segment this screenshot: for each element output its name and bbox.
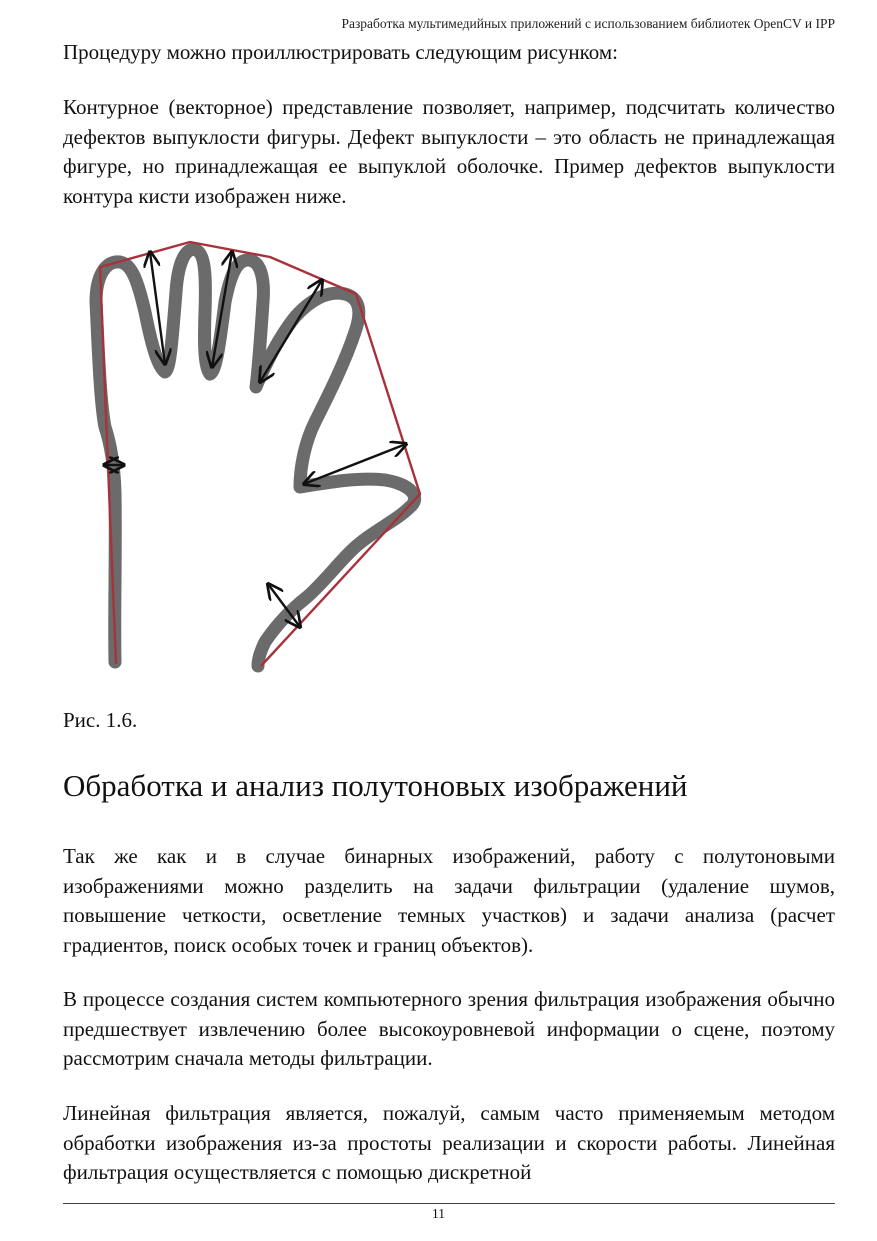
hand-contour-diagram xyxy=(60,232,430,682)
footer-divider xyxy=(63,1203,835,1204)
page-number: 11 xyxy=(432,1206,445,1221)
linear-filter-paragraph: Линейная фильтрация является, пожалуй, самым часто применяемым методом обработки изображения из-за простоты реализации и скорости работы. Линейная фильтрация осуществляется с помощью дискретной xyxy=(63,1101,835,1184)
convexity-paragraph: Контурное (векторное) представление позволяет, например, подсчитать количество дефектов выпуклости фигуры. Дефект выпуклости – это область не принадлежащая фигуре, но принадлежащая ее выпуклой оболочке. Пример дефектов выпуклости контура кисти изображен ниже. xyxy=(63,95,835,208)
running-header: Разработка мультимедийных приложений с использованием библиотек OpenCV и IPP xyxy=(341,16,835,31)
section-heading: Обработка и анализ полутоновых изображений xyxy=(63,768,688,803)
grayscale-paragraph: Так же как и в случае бинарных изображений, работу с полутоновыми изображениями можно разделить на задачи фильтрации (удаление шумов, повышение четкости, осветление темных участков) и задачи анализа (расчет градиентов, поиск особых точек и границ объектов). xyxy=(63,844,835,957)
intro-paragraph: Процедуру можно проиллюстрировать следующим рисунком: xyxy=(63,40,618,64)
figure-caption: Рис. 1.6. xyxy=(63,708,138,732)
hand-convexity-figure xyxy=(60,232,430,682)
filtering-paragraph: В процессе создания систем компьютерного зрения фильтрация изображения обычно предшествует извлечению более высокоуровневой информации о сцене, поэтому рассмотрим сначала методы фильтрации. xyxy=(63,987,835,1070)
hand-contour xyxy=(96,249,415,666)
